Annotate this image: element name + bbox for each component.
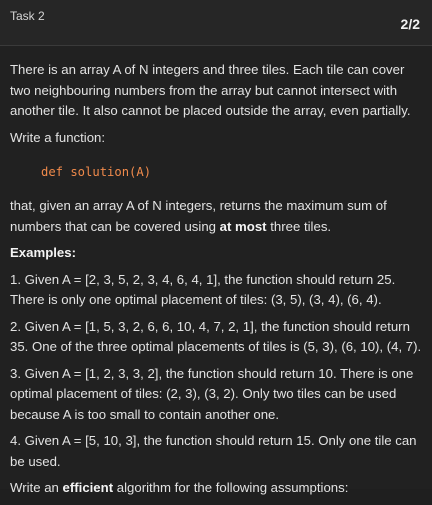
examples-heading: Examples: — [10, 245, 76, 260]
example-item: 4. Given A = [5, 10, 3], the function should return 15. Only one tile can be used. — [10, 433, 417, 469]
function-signature: def solution(A) — [41, 165, 152, 179]
returns-text-start: that, given an array A of N integers, returns the maximum sum of numbers that can be covered using — [10, 198, 387, 234]
task-header — [0, 0, 432, 46]
example-item: 2. Given A = [1, 5, 3, 2, 6, 6, 10, 4, 7, 2, 1], the function should return 35. One of the three optimal placements of tiles is (5, 3), (6, 10), (4, 7). — [10, 318, 422, 354]
assumptions-text-bold: efficient — [62, 480, 114, 495]
assumptions-text-start: Write an — [10, 480, 63, 495]
assumptions-text-end: algorithm for the following assumptions: — [113, 480, 349, 495]
problem-intro: There is an array A of N integers and three tiles. Each tile can cover two neighbouring numbers from the array but cannot intersect with another tile. It also cannot be placed outside the array, even partially. — [10, 62, 411, 118]
task-description — [10, 60, 424, 505]
returns-text-end: three tiles. — [266, 218, 332, 234]
write-function-text: Write a function: — [10, 129, 106, 145]
task-label: Task 2 — [10, 9, 45, 23]
assumptions-intro — [10, 478, 424, 499]
example-item: 3. Given A = [1, 2, 3, 3, 2], the function should return 10. There is one optimal placement of tiles: (2, 3), (3, 2). Only two tiles can be used because A is too small to contain another one. — [10, 365, 414, 422]
returns-text-bold: at most — [219, 218, 267, 234]
returns-description — [10, 196, 424, 237]
task-counter: 2/2 — [400, 16, 420, 32]
example-item: 1. Given A = [2, 3, 5, 2, 3, 4, 6, 4, 1], the function should return 25. There is only one optimal placement of tiles: (3, 5), (3, 4), (6, 4). — [10, 271, 396, 307]
